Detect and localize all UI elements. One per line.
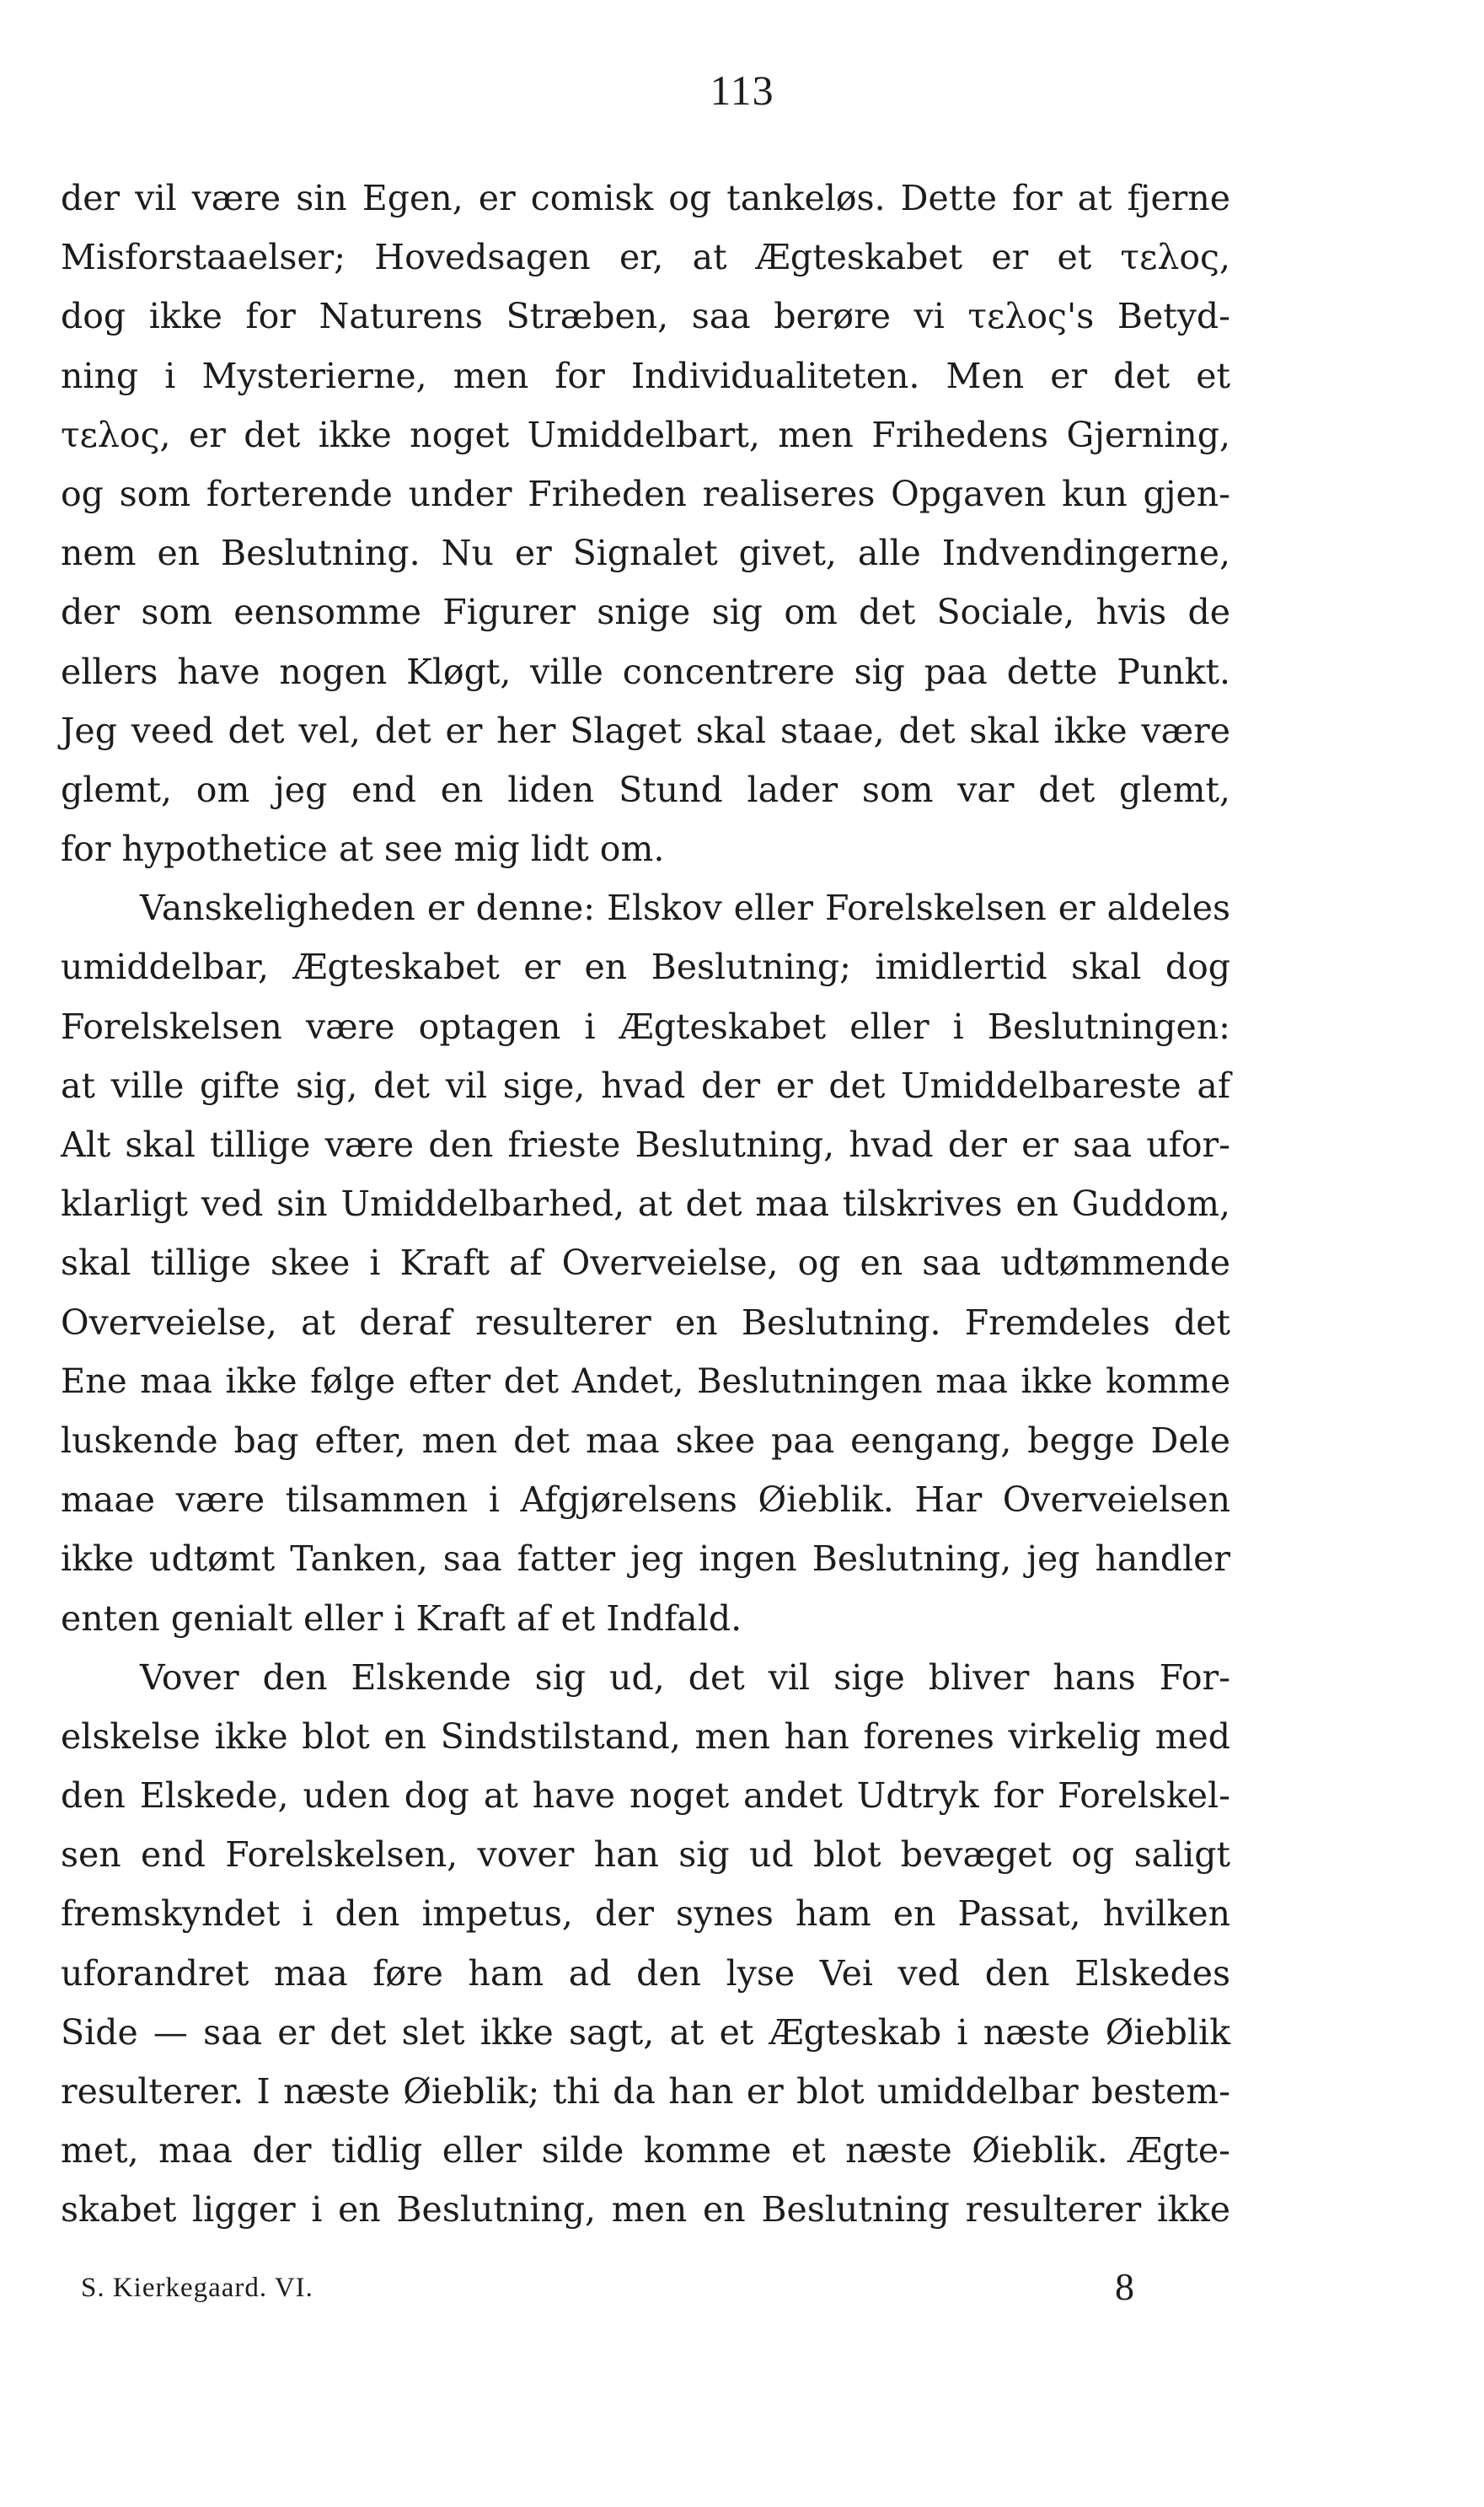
text-line: Misforstaaelser; Hovedsagen er, at Ægteskabet er et τελος, <box>61 237 1230 278</box>
text-line: τελος, er det ikke noget Umiddelbart, men Frihedens Gjerning, <box>61 414 1230 455</box>
text-line: for hypothetice at see mig lidt om. <box>61 829 665 870</box>
text-line: nem en Beslutning. Nu er Signalet givet, alle Indvendingerne, <box>61 533 1230 574</box>
text-line: skabet ligger i en Beslutning, men en Beslutning resulterer ikke <box>61 2189 1230 2231</box>
text-line: der som eensomme Figurer snige sig om det Sociale, hvis de <box>61 592 1230 633</box>
text-line: ellers have nogen Kløgt, ville concentrere sig paa dette Punkt. <box>61 651 1230 692</box>
text-line: skal tillige skee i Kraft af Overveielse, og en saa udtømmende <box>61 1243 1230 1284</box>
text-line: der vil være sin Egen, er comisk og tankeløs. Dette for at fjerne <box>61 178 1230 218</box>
text-line: resulterer. I næste Øieblik; thi da han er blot umiddelbar bestem- <box>61 2071 1230 2112</box>
text-line: elskelse ikke blot en Sindstilstand, men han forenes virkelig med <box>61 1715 1230 1757</box>
text-line: umiddelbar, Ægteskabet er en Beslutning; imidlertid skal dog <box>61 947 1230 988</box>
text-line: Vanskeligheden er denne: Elskov eller Forelskelsen er aldeles <box>140 888 1230 929</box>
text-line: ning i Mysterierne, men for Individualiteten. Men er det et <box>61 355 1230 396</box>
text-line: uforandret maa føre ham ad den lyse Vei ved den Elskedes <box>61 1952 1230 1994</box>
text-line: Ene maa ikke følge efter det Andet, Beslutningen maa ikke komme <box>61 1361 1230 1401</box>
sheet-mark: 8 <box>1115 2265 1134 2308</box>
text-line: at ville gifte sig, det vil sige, hvad der er det Umiddelbareste af <box>61 1065 1230 1106</box>
text-line: Alt skal tillige være den frieste Beslutning, hvad der er saa ufor- <box>61 1125 1230 1165</box>
text-line: dog ikke for Naturens Stræben, saa berøre vi τελος's Betyd- <box>61 296 1230 337</box>
body-text <box>61 169 1230 2240</box>
printer-signature: S. Kierkegaard. VI. <box>81 2273 313 2303</box>
text-line: Vover den Elskende sig ud, det vil sige bliver hans For- <box>140 1656 1230 1698</box>
text-line: glemt, om jeg end en liden Stund lader som var det glemt, <box>61 769 1230 810</box>
text-line: den Elskede, uden dog at have noget andet Udtryk for Forelskel- <box>61 1775 1230 1817</box>
text-line: Side — saa er det slet ikke sagt, at et Ægteskab i næste Øieblik <box>61 2011 1230 2053</box>
text-line: sen end Forelskelsen, vover han sig ud blot bevæget og saligt <box>61 1834 1230 1876</box>
text-line: fremskyndet i den impetus, der synes ham en Passat, hvilken <box>61 1893 1230 1935</box>
page-number: 113 <box>710 67 774 114</box>
page-footer <box>81 2264 1134 2315</box>
text-line: maae være tilsammen i Afgjørelsens Øieblik. Har Overveielsen <box>61 1479 1230 1521</box>
text-line: og som forterende under Friheden realiseres Opgaven kun gjen- <box>61 473 1230 514</box>
text-line: Overveielse, at deraf resulterer en Beslutning. Fremdeles det <box>61 1302 1230 1343</box>
text-line: enten genialt eller i Kraft af et Indfald. <box>61 1597 742 1639</box>
text-line: ikke udtømt Tanken, saa fatter jeg ingen Beslutning, jeg handler <box>61 1538 1230 1580</box>
text-line: Jeg veed det vel, det er her Slaget skal staae, det skal ikke være <box>61 710 1230 751</box>
text-line: met, maa der tidlig eller silde komme et næste Øieblik. Ægte- <box>61 2130 1230 2171</box>
text-line: klarligt ved sin Umiddelbarhed, at det maa tilskrives en Guddom, <box>61 1184 1230 1225</box>
text-line: Forelskelsen være optagen i Ægteskabet eller i Beslutningen: <box>61 1006 1230 1047</box>
text-line: luskende bag efter, men det maa skee paa eengang, begge Dele <box>61 1420 1230 1461</box>
